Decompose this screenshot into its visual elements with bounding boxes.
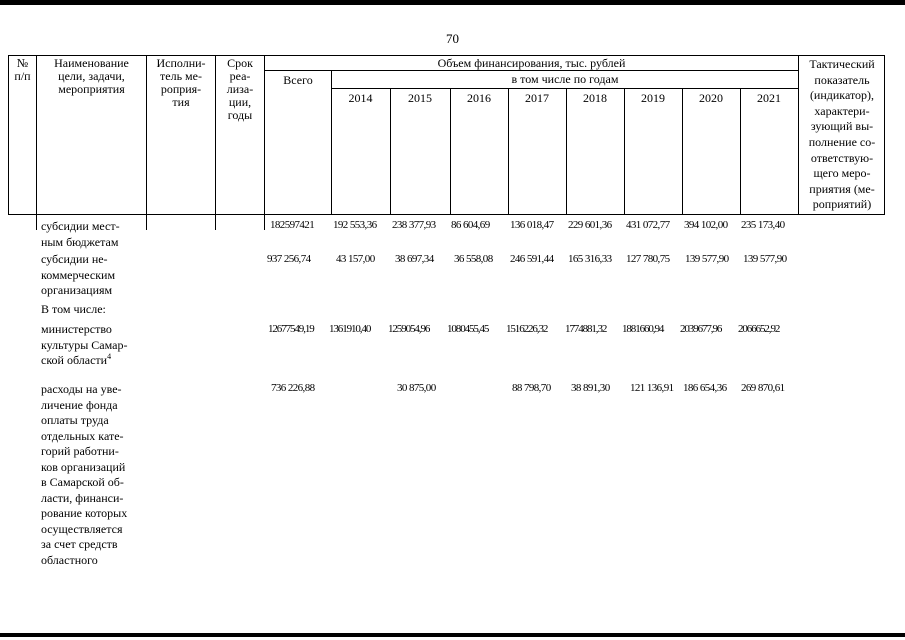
cell-value: 2066652,92: [738, 323, 780, 335]
header-total: Всего: [283, 73, 313, 87]
cell-value: 121 136,91: [630, 382, 674, 394]
col-divider: [740, 88, 741, 215]
header-no: № п/п: [14, 56, 31, 83]
header-executor: Исполни- тель ме- роприя- тия: [156, 56, 206, 109]
cell-value: 30 875,00: [397, 382, 436, 394]
cell-value: 43 157,00: [336, 253, 375, 265]
header-funding-title: Объем финансирования, тыс. рублей: [437, 56, 626, 70]
header-year: 2014: [348, 91, 373, 105]
cell-value: 192 553,36: [333, 219, 377, 231]
cell-value: 127 780,75: [626, 253, 670, 265]
col-divider: [508, 88, 509, 215]
row-name: субсидии мест- ным бюджетам: [41, 219, 120, 249]
header-name: Наименование цели, задачи, мероприятия: [54, 56, 129, 96]
header-term: Срок реа- лиза- ции, годы: [226, 56, 254, 122]
header-year: 2020: [699, 91, 723, 105]
cell-value: 394 102,00: [684, 219, 728, 231]
cell-value: 2039677,96: [680, 323, 722, 335]
cell-value: 38 697,34: [395, 253, 434, 265]
cell-value: 36 558,08: [454, 253, 493, 265]
row-name: министерство культуры Самар- ской области$^4$: [41, 322, 128, 367]
col-divider: [450, 88, 451, 215]
footnote-mark: 4: [107, 352, 112, 361]
row-name: расходы на уве- личение фонда оплаты труда отдельных кате- горий работни- ков организаций в Самарской об- ласти, финанси- рование которых осуществляется за счет средств областного: [41, 382, 128, 567]
header-by-years: в том числе по годам: [511, 72, 619, 86]
cell-total: 736 226,88: [271, 382, 315, 394]
cell-total: 937 256,74: [267, 253, 311, 265]
cell-value: 235 173,40: [741, 219, 785, 231]
header-year: 2021: [757, 91, 781, 105]
cell-value: 1361910,40: [329, 323, 371, 335]
cell-value: 246 591,44: [510, 253, 554, 265]
col-divider: [390, 88, 391, 215]
col-divider: [566, 88, 567, 215]
cell-value: 139 577,90: [743, 253, 787, 265]
row-name: В том числе:: [41, 302, 106, 316]
header-year: 2015: [408, 91, 432, 105]
cell-value: 165 316,33: [568, 253, 612, 265]
row-divider: [264, 70, 798, 71]
cell-total: 12677549,19: [268, 323, 314, 335]
cell-value: 136 018,47: [510, 219, 554, 231]
cell-value: 86 604,69: [451, 219, 490, 231]
cell-value: 1516226,32: [506, 323, 548, 335]
header-year: 2016: [467, 91, 491, 105]
cell-value: 1259054,96: [388, 323, 430, 335]
cell-value: 238 377,93: [392, 219, 436, 231]
cell-value: 88 798,70: [512, 382, 551, 394]
bottom-border: [0, 633, 905, 637]
cell-value: 1080455,45: [447, 323, 489, 335]
row-divider: [331, 88, 798, 89]
cell-value: 1774881,32: [565, 323, 607, 335]
top-border: [0, 0, 905, 5]
cell-total: 182597421: [270, 219, 315, 231]
header-year: 2019: [641, 91, 665, 105]
page-number: 70: [446, 31, 459, 46]
header-indicator: Тактический показатель (индикатор), характери- зующий вы- полнение со- ответствую- щего меро- приятия (ме- роприятий): [808, 57, 876, 212]
header-year: 2018: [583, 91, 607, 105]
cell-value: 186 654,36: [683, 382, 727, 394]
cell-value: 139 577,90: [685, 253, 729, 265]
col-divider: [624, 88, 625, 215]
cell-value: 1881660,94: [622, 323, 664, 335]
cell-value: 431 072,77: [626, 219, 670, 231]
cell-value: 269 870,61: [741, 382, 785, 394]
cell-value: 229 601,36: [568, 219, 612, 231]
cell-value: 38 891,30: [571, 382, 610, 394]
col-divider: [682, 88, 683, 215]
row-name: субсидии не- коммерческим организациям: [41, 252, 116, 297]
header-year: 2017: [525, 91, 549, 105]
